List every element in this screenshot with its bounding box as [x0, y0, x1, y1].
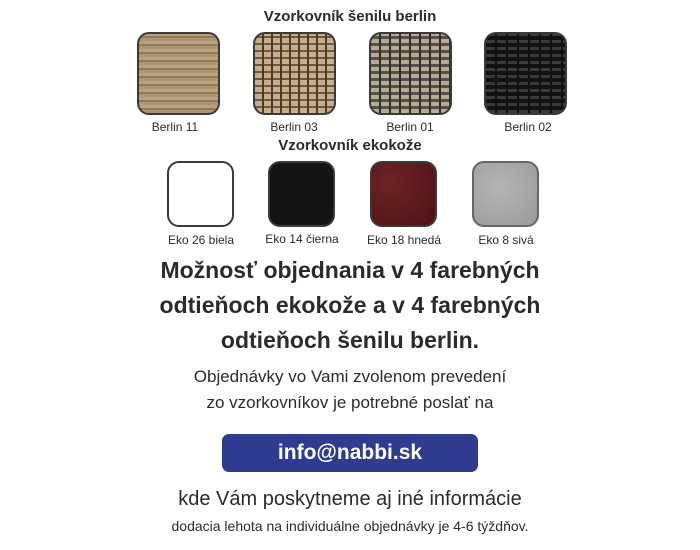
swatch-berlin-03 — [253, 32, 336, 115]
headline-line: Možnosť objednania v 4 farebných — [160, 257, 540, 283]
swatch-label: Eko 18 hnedá — [366, 233, 442, 247]
instruction-line: zo vzorkovníkov je potrebné poslať na — [206, 393, 494, 412]
swatch-label: Eko 26 biela — [167, 233, 235, 247]
swatch-eko-18 — [370, 161, 437, 227]
delivery-line: dodacia lehota na individuálne objednávky je 4-6 týždňov. — [171, 518, 529, 534]
swatch-eko-8 — [472, 161, 539, 227]
headline-line: odtieňoch ekokože a v 4 farebných — [159, 292, 541, 318]
swatch-label: Berlin 03 — [270, 120, 318, 134]
swatch-berlin-01 — [369, 32, 452, 115]
chenille-title: Vzorkovník šenilu berlin — [263, 8, 437, 25]
swatch-berlin-02 — [484, 32, 567, 115]
swatch-eko-26 — [167, 161, 234, 227]
swatch-berlin-11 — [137, 32, 220, 115]
swatch-label: Eko 14 čierna — [265, 232, 339, 246]
instruction-line: Objednávky vo Vami zvolenom prevedení — [193, 367, 507, 386]
swatch-label: Berlin 01 — [386, 120, 434, 134]
swatch-eko-14 — [268, 161, 335, 227]
leather-title: Vzorkovník ekokože — [278, 137, 422, 154]
info-line: kde Vám poskytneme aj iné informácie — [178, 488, 522, 510]
headline-line: odtieňoch šenilu berlin. — [220, 327, 480, 353]
swatch-label: Berlin 02 — [504, 120, 552, 134]
email-button[interactable]: info@nabbi.sk — [222, 434, 478, 472]
swatch-label: Berlin 11 — [151, 120, 199, 134]
swatch-label: Eko 8 sivá — [478, 233, 534, 247]
